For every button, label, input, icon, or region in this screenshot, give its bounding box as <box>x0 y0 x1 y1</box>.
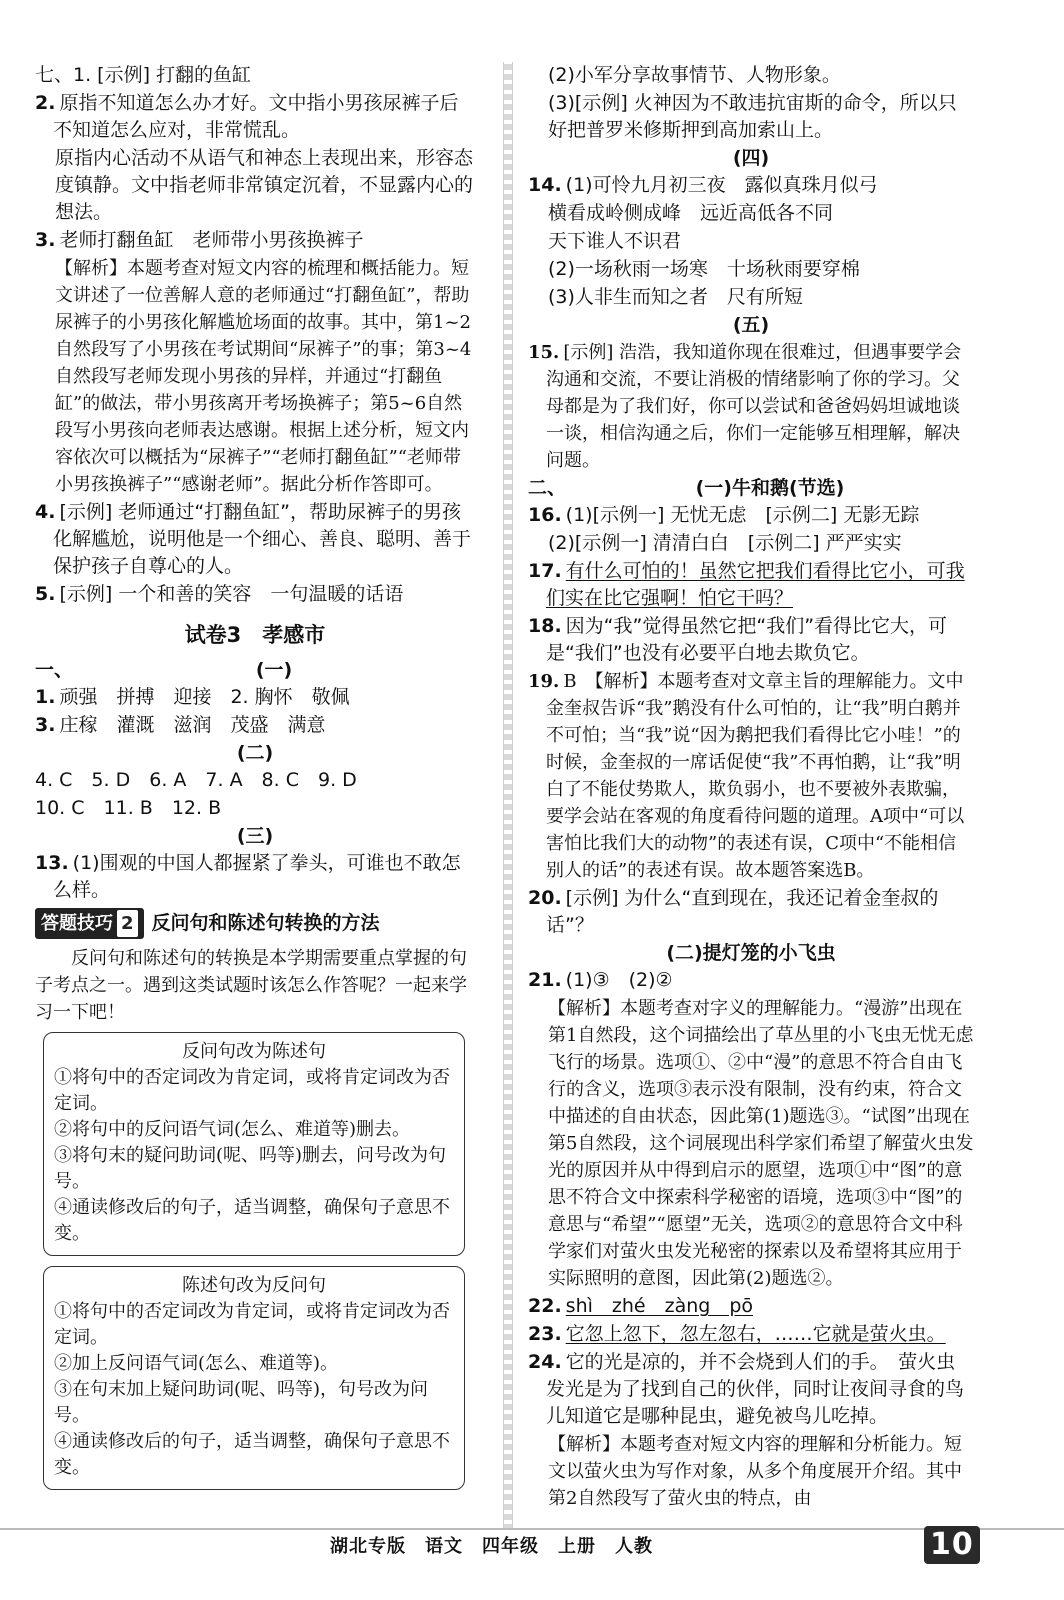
q17-answer: 17. 有什么可怕的！虽然它把我们看得比它小，可我们实在比它强啊！怕它干吗？ <box>528 560 965 609</box>
box1-item: ②将句中的反问语气词(怎么、难道等)删去。 <box>54 1119 411 1140</box>
box1-item: ①将句中的否定词改为肯定词，或将肯定词改为否定词。 <box>54 1067 450 1114</box>
q14-line: 横看成岭侧成峰 远近高低各不同 <box>548 202 834 224</box>
q14-line: (2)一场秋雨一场寒 十场秋雨要穿棉 <box>548 258 860 280</box>
q20-answer: 20. [示例] 为什么“直到现在，我还记着金奎叔的话”？ <box>528 887 939 936</box>
box2-item: ③在句末加上疑问助词(呢、吗等)，句号改为问号。 <box>54 1379 429 1426</box>
mc-answers-1: 4. C 5. D 6. A 7. A 8. C 9. D <box>35 769 357 791</box>
box1-item: ③将句末的疑问助词(呢、吗等)删去，问号改为句号。 <box>54 1145 447 1192</box>
q3-answer: 3. 老师打翻鱼缸 老师带小男孩换裤子 <box>35 229 364 251</box>
rhetorical-to-declarative-box <box>43 1032 465 1256</box>
q19-answer: 19. B 【解析】本题考查对文章主旨的理解能力。文中金奎叔告诉“我”鹅没有什么可怕的，让“我”明白鹅并不可怕；当“我”说“因为鹅把我们看得比它小哇！”的时候，金奎叔的一席话促使“我”不再怕鹅，让“我”明白了不能仗势欺人，欺负弱小，也不要被外表欺骗，要学会站在客观的角度看待问题的道理。A项中“可以害怕比我们大的动物”的表述有误，C项中“不能相信别人的话”的表述有误。故本题答案选B。 <box>528 671 965 881</box>
q1-answer: 1. 顽强 拼搏 迎接 2. 胸怀 敬佩 <box>35 686 350 708</box>
sub5-label: (五) <box>732 314 770 336</box>
left-column <box>35 62 475 1500</box>
declarative-to-rhetorical-box <box>43 1266 465 1490</box>
box1-title: 反问句改为陈述句 <box>182 1041 326 1062</box>
q14-line: 天下谁人不识君 <box>548 230 682 252</box>
q23-answer: 23. 它忽上忽下，忽左忽右，……它就是萤火虫。 <box>528 1323 946 1345</box>
sub2-label: (二) <box>236 742 274 764</box>
tip-number: 2 <box>117 910 138 937</box>
r3-answer: (3)[示例] 火神因为不敢违抗宙斯的命令，所以只好把普罗米修斯押到高加索山上。 <box>548 92 957 141</box>
tip-title: 反问句和陈述句转换的方法 <box>151 912 380 934</box>
q3b-answer: 3. 庄稼 灌溉 滋润 茂盛 满意 <box>35 714 326 736</box>
q24-analysis: 【解析】本题考查对短文内容的理解和分析能力。短文以萤火虫为写作对象，从多个角度展开介绍。其中第2自然段写了萤火虫的特点，由 <box>548 1434 962 1509</box>
tip-header <box>35 908 475 939</box>
exam-title: 试卷3 孝感市 <box>184 623 326 647</box>
q5-answer: 5. [示例] 一个和善的笑容 一句温暖的话语 <box>35 583 404 605</box>
q21-answer: 21. (1)③ (2)② <box>528 969 673 991</box>
page-footer <box>0 1527 1064 1580</box>
r2-answer: (2)小军分享故事情节、人物形象。 <box>548 64 841 86</box>
q14-line: (3)人非生而知之者 尺有所短 <box>548 286 803 308</box>
q7-1-answer: 七、1. [示例] 打翻的鱼缸 <box>35 64 252 86</box>
column-divider <box>503 62 513 1530</box>
box2-title: 陈述句改为反问句 <box>182 1275 326 1296</box>
q2-answer: 2. 原指不知道怎么办才好。文中指小男孩尿裤子后不知道怎么应对，非常慌乱。 <box>35 92 459 141</box>
q16-answer: 16. (1)[示例一] 无忧无虑 [示例二] 无影无踪 <box>528 504 920 526</box>
box2-item: ②加上反问语气词(怎么、难道等)。 <box>54 1353 339 1374</box>
q2-answer-b: 原指内心活动不从语气和神态上表现出来，形容态度镇静。文中指老师非常镇定沉着，不显露内心的想法。 <box>55 147 474 223</box>
part1-label: 一、 <box>35 659 74 681</box>
right-column <box>528 62 974 1513</box>
mc-answers-2: 10. C 11. B 12. B <box>35 797 222 819</box>
part2-label: 二、 <box>528 477 567 499</box>
q15-answer: 15. [示例] 浩浩，我知道你现在很难过，但遇事要学会沟通和交流，不要让消极的情绪影响了你的学习。父母都是为了我们好，你可以尝试和爸爸妈妈坦诚地谈一谈，相信沟通之后，你们一定能够互相理解，解决问题。 <box>528 342 962 471</box>
q21-analysis: 【解析】本题考查对字义的理解能力。“漫游”出现在第1自然段，这个词描绘出了草丛里的小飞虫无忧无虑飞行的场景。选项①、②中“漫”的意思不符合自由飞行的含义，选项③表示没有限制，没有约束，符合文中描述的自由状态，因此第(1)题选③。“试图”出现在第5自然段，这个词展现出科学家们希望了解萤火虫发光的原因并从中得到启示的愿望，选项①中“图”的意思不符合文中探索科学秘密的语境，选项③中“图”的意思与“希望”“愿望”无关，选项②的意思符合文中科学家们对萤火虫发光秘密的探索以及希望将其应用于实际照明的意图，因此第(2)题选②。 <box>548 998 974 1289</box>
q18-answer: 18. 因为“我”觉得虽然它把“我们”看得比它大，可是“我们”也没有必要平白地去欺负它。 <box>528 615 948 664</box>
footer-text: 湖北专版 语文 四年级 上册 人教 <box>330 1536 653 1557</box>
tip-intro: 反问句和陈述句的转换是本学期需要重点掌握的句子考点之一。遇到这类试题时该怎么作答呢？一起来学习一下吧！ <box>35 948 467 1023</box>
box1-item: ④通读修改后的句子，适当调整，确保句子意思不变。 <box>54 1197 450 1244</box>
q3-analysis: 【解析】本题考查对短文内容的梳理和概括能力。短文讲述了一位善解人意的老师通过“打翻鱼缸”，帮助尿裤子的小男孩化解尴尬场面的故事。其中，第1~2自然段写了小男孩在考试期间“尿裤子”的事；第3~4自然段写老师发现小男孩的异样，并通过“打翻鱼缸”的做法，带小男孩离开考场换裤子；第5~6自然段写小男孩向老师表达感谢。根据上述分析，短文内容依次可以概括为“尿裤子”“老师打翻鱼缸”“老师带小男孩换裤子”“感谢老师”。据此分析作答即可。 <box>55 258 472 495</box>
part1-row <box>35 657 475 684</box>
q22-answer: 22. shì zhé zàng pō <box>528 1295 754 1317</box>
q24-answer: 24. 它的光是凉的，并不会烧到人们的手。 萤火虫发光是为了找到自己的伙伴，同时让夜间寻食的鸟儿知道它是哪种昆虫，避免被鸟儿吃掉。 <box>528 1351 965 1427</box>
box2-item: ④通读修改后的句子，适当调整，确保句子意思不变。 <box>54 1431 450 1478</box>
q13-answer: 13. (1)围观的中国人都握紧了拳头，可谁也不敢怎么样。 <box>35 852 461 901</box>
page-number: 10 <box>924 1526 980 1564</box>
part2-row <box>528 475 974 502</box>
q14-answer: 14. (1)可怜九月初三夜 露似真珠月似弓 <box>528 174 878 196</box>
q16-line: (2)[示例一] 清清白白 [示例二] 严严实实 <box>548 532 902 554</box>
passage2-title: (二)提灯笼的小飞虫 <box>666 942 836 964</box>
box2-item: ①将句中的否定词改为肯定词，或将肯定词改为否定词。 <box>54 1301 450 1348</box>
q4-answer: 4. [示例] 老师通过“打翻鱼缸”，帮助尿裤子的男孩化解尴尬，说明他是一个细心、善良、聪明、善于保护孩子自尊心的人。 <box>35 501 472 577</box>
tip-badge: 答题技巧 2 <box>35 908 144 939</box>
sub3-label: (三) <box>236 825 274 847</box>
sub4-label: (四) <box>732 147 770 169</box>
passage1-title: (一)牛和鹅(节选) <box>695 477 845 499</box>
sub1-label: (一) <box>255 659 293 681</box>
